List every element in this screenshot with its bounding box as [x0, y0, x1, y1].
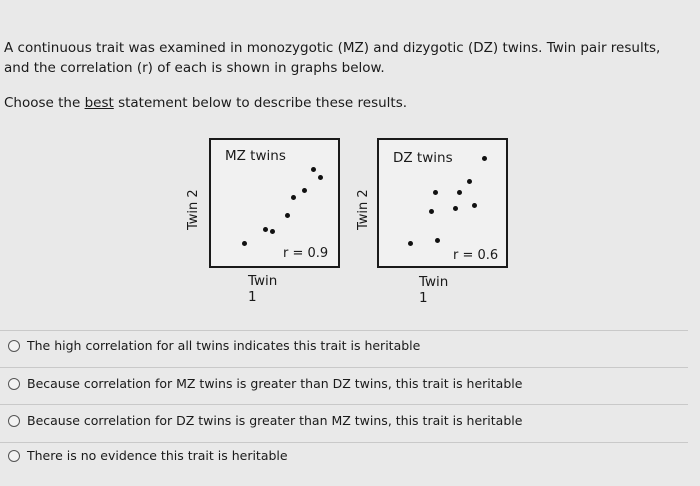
scatter-point: [242, 241, 247, 246]
mz-chart-title: MZ twins: [225, 148, 286, 164]
option-label: Because correlation for DZ twins is greater than MZ twins, this trait is heritable: [27, 413, 523, 428]
scatter-point: [311, 167, 316, 172]
answer-option-1[interactable]: [8, 338, 420, 353]
scatter-point: [472, 203, 477, 208]
question-text: [4, 38, 694, 78]
instruction-pre: Choose the: [4, 95, 85, 111]
option-label: There is no evidence this trait is heritable: [27, 448, 288, 463]
answer-option-2[interactable]: [8, 376, 522, 391]
mz-x-axis-label: Twin 1: [248, 273, 278, 305]
radio-button-icon[interactable]: [8, 340, 20, 352]
dz-correlation-label: r = 0.6: [453, 248, 499, 263]
scatter-point: [302, 188, 307, 193]
instruction-text: [4, 95, 407, 111]
radio-button-icon[interactable]: [8, 415, 20, 427]
question-line-2: and the correlation (r) of each is shown in graphs below.: [4, 60, 385, 76]
divider: [0, 404, 688, 405]
divider: [0, 367, 688, 368]
mz-y-axis-label: Twin 2: [186, 189, 201, 230]
option-label: The high correlation for all twins indicates this trait is heritable: [27, 338, 421, 353]
dz-chart-title: DZ twins: [393, 150, 453, 166]
dz-y-axis-label: Twin 2: [356, 189, 371, 230]
scatter-point: [457, 190, 462, 195]
question-line-1: A continuous trait was examined in monozygotic (MZ) and dizygotic (DZ) twins. Twin pair results,: [4, 40, 661, 56]
instruction-post: statement below to describe these results.: [113, 95, 408, 111]
scatter-point: [318, 175, 323, 180]
scatter-point: [435, 238, 440, 243]
instruction-emphasis: best: [84, 95, 114, 111]
answer-option-3[interactable]: [8, 413, 522, 428]
divider: [0, 442, 688, 443]
option-label: Because correlation for MZ twins is greater than DZ twins, this trait is heritable: [27, 376, 523, 391]
scatter-point: [270, 229, 275, 234]
radio-button-icon[interactable]: [8, 450, 20, 462]
scatter-point: [408, 241, 413, 246]
dz-plot-area: [377, 138, 508, 268]
scatter-point: [453, 206, 458, 211]
radio-button-icon[interactable]: [8, 378, 20, 390]
scatter-point: [467, 179, 472, 184]
dz-x-axis-label: Twin 1: [419, 274, 449, 306]
answer-option-4[interactable]: [8, 448, 288, 463]
scatter-point: [433, 190, 438, 195]
mz-correlation-label: r = 0.9: [283, 246, 329, 261]
scatter-point: [429, 209, 434, 214]
scatter-point: [291, 195, 296, 200]
scatter-point: [263, 227, 268, 232]
scatter-point: [482, 156, 487, 161]
scatter-point: [285, 213, 290, 218]
mz-plot-area: [209, 138, 340, 268]
divider: [0, 330, 688, 331]
